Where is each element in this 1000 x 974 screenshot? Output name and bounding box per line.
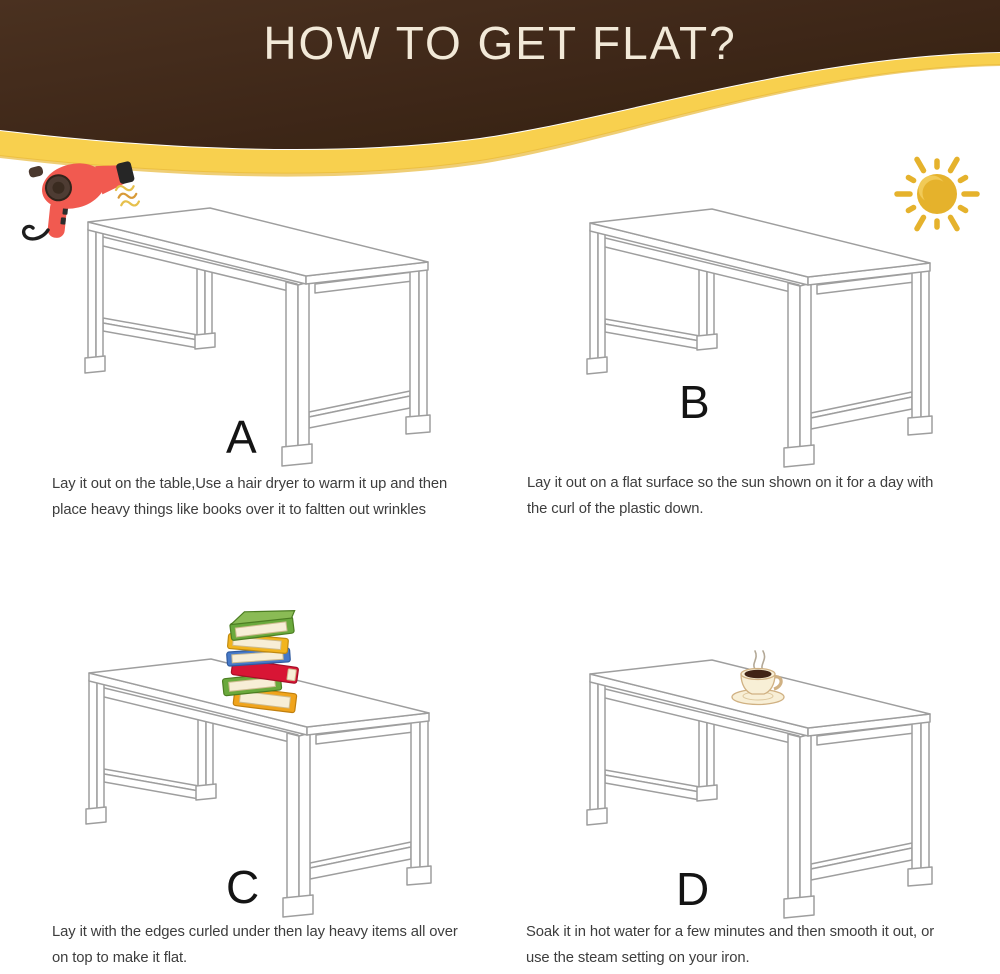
method-label-d: D: [676, 863, 710, 915]
page-title: HOW TO GET FLAT?: [263, 17, 737, 69]
method-caption-c: [52, 919, 458, 971]
books-icon: [219, 604, 305, 716]
caption-line: Lay it out on the table,Use a hair dryer to warm it up and then: [52, 476, 448, 492]
method-label-a: A: [226, 411, 257, 463]
sun-icon: [893, 153, 983, 237]
method-label-c: C: [226, 861, 260, 913]
method-caption-d: [526, 919, 934, 971]
caption-line: use the steam setting on your iron.: [526, 950, 750, 966]
caption-line: Soak it in hot water for a few minutes and then smooth it out, or: [526, 924, 935, 940]
method-caption-b: [527, 470, 933, 522]
caption-line: place heavy things like books over it to faltten out wrinkles: [52, 502, 426, 518]
dryer-cord: [24, 226, 48, 239]
caption-line: Lay it with the edges curled under then lay heavy items all over: [52, 924, 458, 940]
method-label-b: B: [679, 376, 710, 428]
caption-line: the curl of the plastic down.: [527, 501, 704, 517]
method-caption-a: [52, 471, 447, 523]
coffee-cup-icon: [730, 643, 794, 713]
caption-line: Lay it out on a flat surface so the sun shown on it for a day with: [527, 475, 934, 491]
heat-waves: [115, 183, 139, 209]
hair-dryer-icon: [14, 150, 154, 242]
caption-line: on top to make it flat.: [52, 950, 188, 966]
